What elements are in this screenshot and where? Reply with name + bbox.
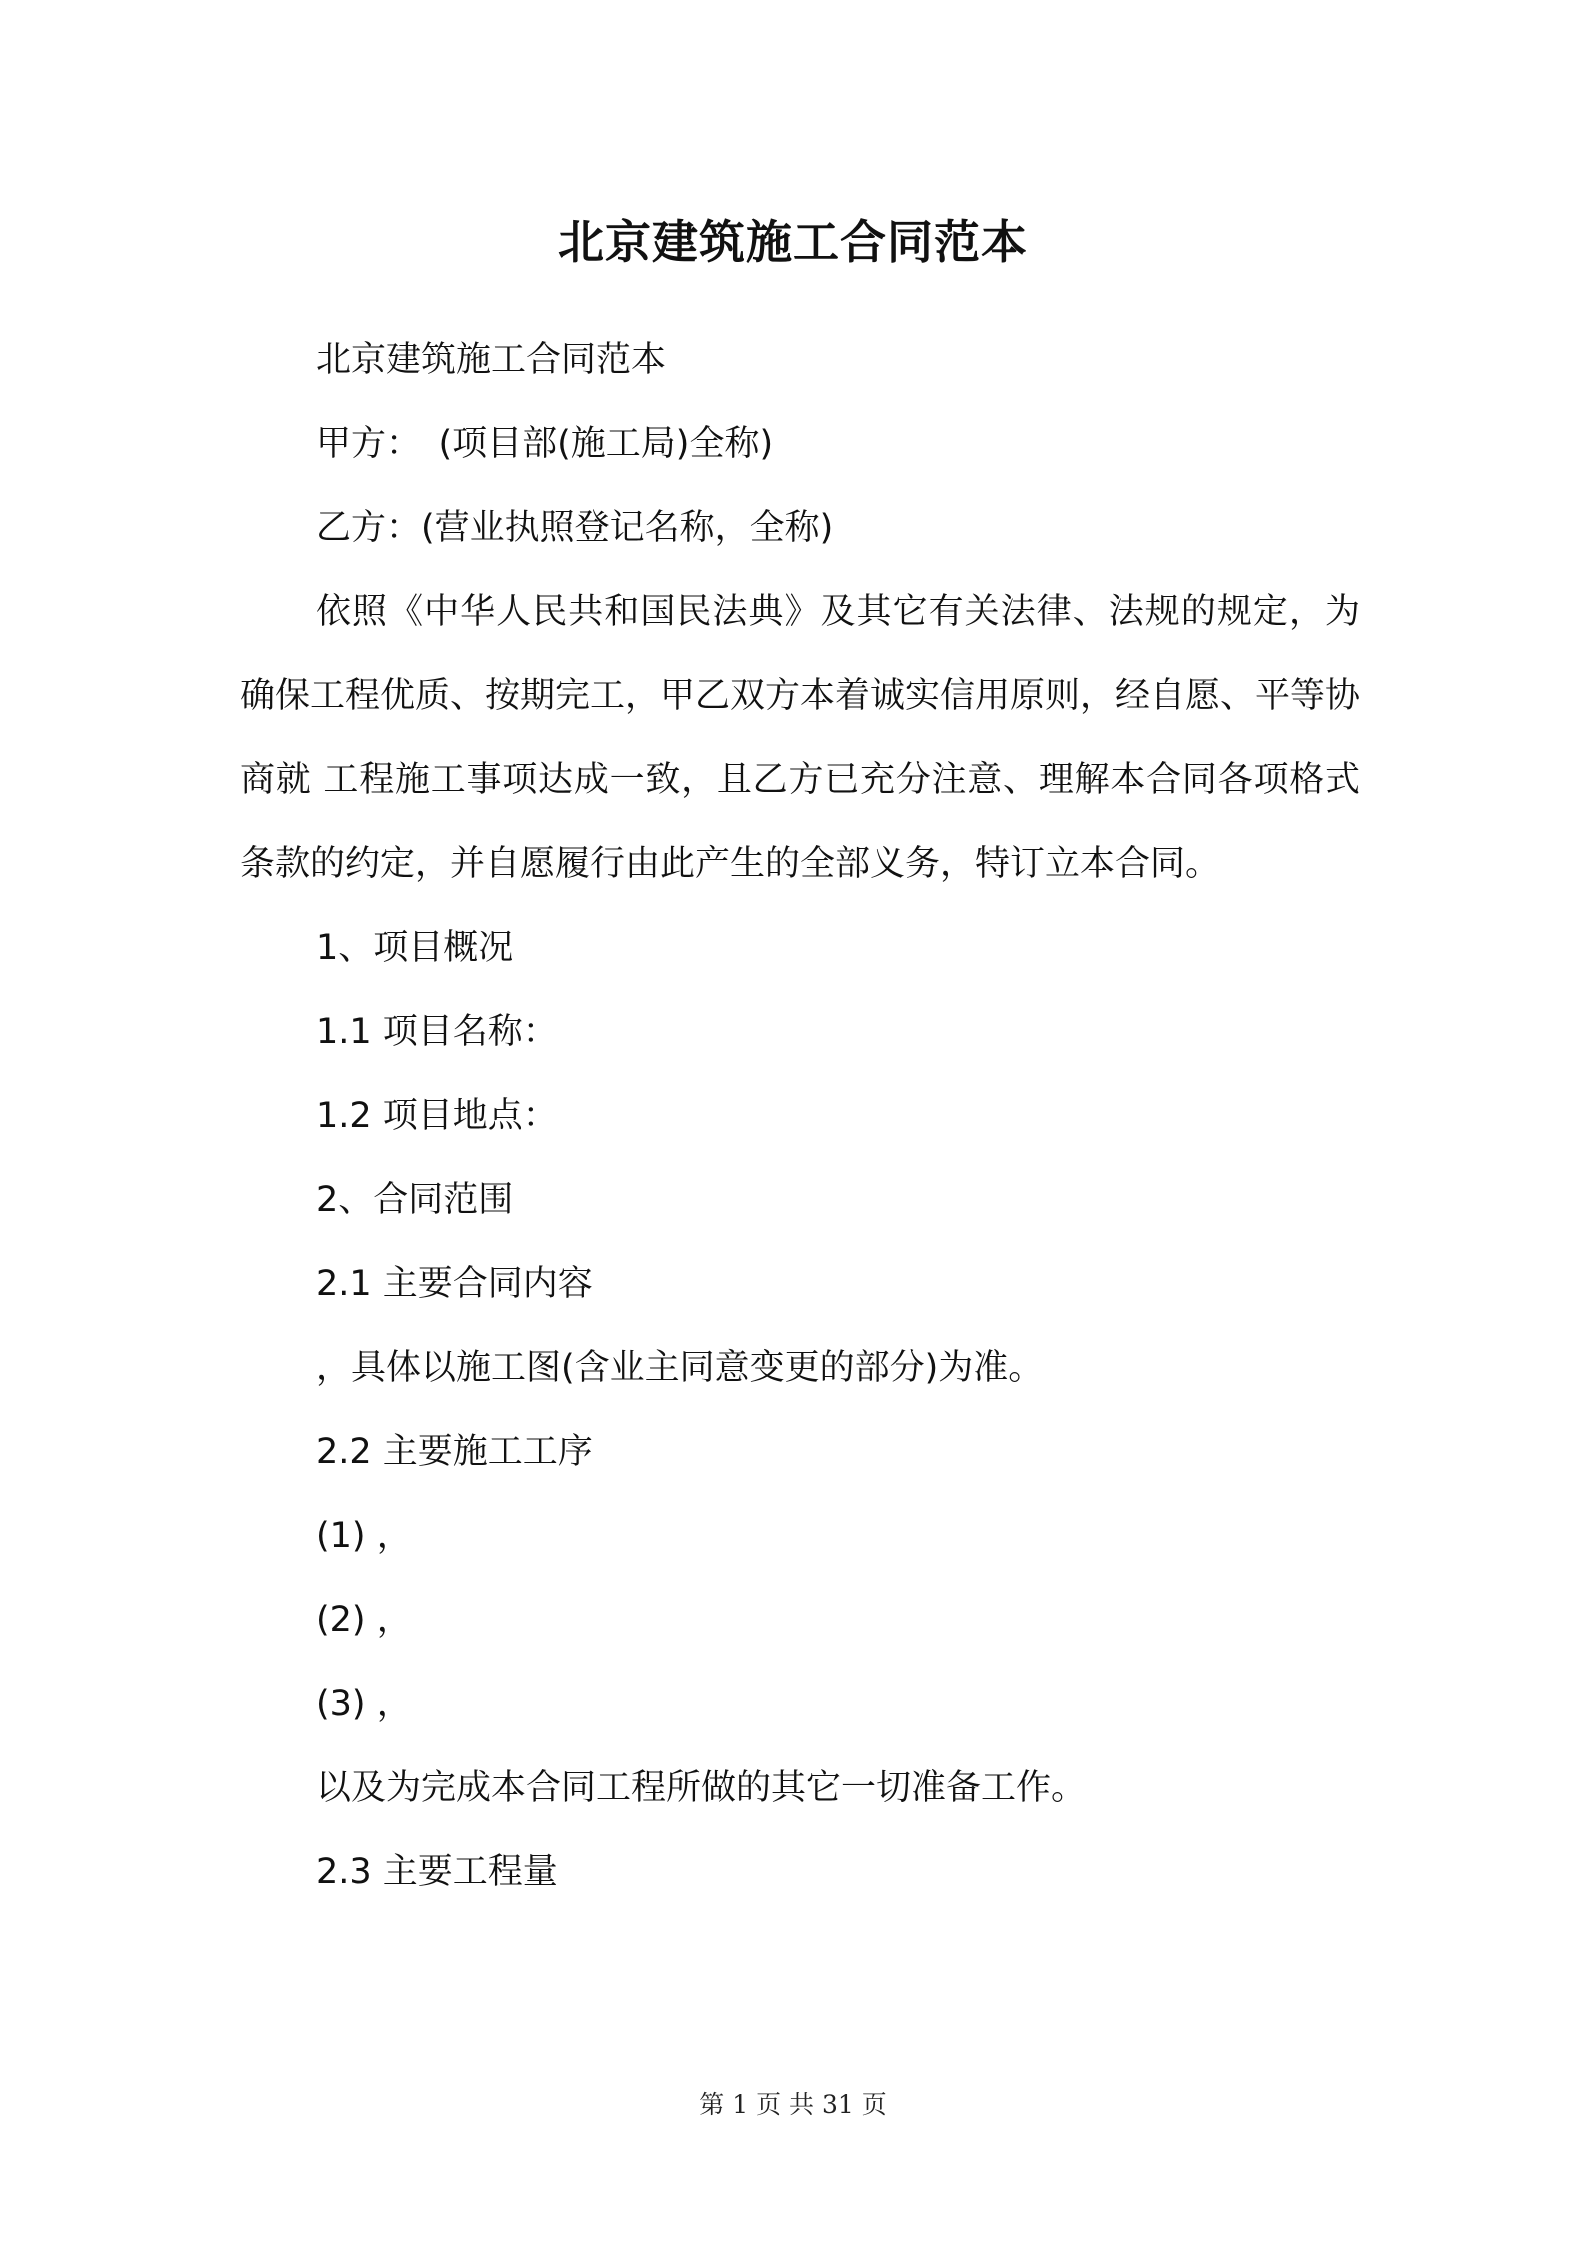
page-footer: 第 1 页 共 31 页 [699, 2090, 887, 2119]
document-title: 北京建筑施工合同范本 [558, 215, 1028, 269]
process-other: 以及为完成本合同工程所做的其它一切准备工作。 [316, 1768, 1087, 1808]
paragraph-heading: 北京建筑施工合同范本 [316, 340, 667, 380]
paragraph-party-b: 乙方：(营业执照登记名称，全称) [316, 508, 834, 548]
process-step-3: (3) ， [316, 1684, 412, 1724]
section-2-heading: 2、合同范围 [316, 1180, 514, 1220]
item-1-2: 1.2 项目地点： [316, 1096, 558, 1136]
item-2-1: 2.1 主要合同内容 [316, 1264, 593, 1304]
item-1-1: 1.1 项目名称： [316, 1012, 558, 1052]
item-2-3: 2.3 主要工程量 [316, 1852, 558, 1892]
document-body [240, 318, 1360, 1914]
paragraph-preamble: 依照《中华人民共和国民法典》及其它有关法律、法规的规定，为确保工程优质、按期完工，甲乙双方本着诚实信用原则，经自愿、平等协商就 工程施工事项达成一致，且乙方已充分注意、理解本合同各项格式条款的约定，并自愿履行由此产生的全部义务，特订立本合同。 [240, 592, 1361, 884]
item-2-1-detail: ，具体以施工图(含业主同意变更的部分)为准。 [316, 1348, 1044, 1388]
paragraph-party-a: 甲方： (项目部(施工局)全称) [316, 424, 774, 464]
item-2-2: 2.2 主要施工工序 [316, 1432, 593, 1472]
section-1-heading: 1、项目概况 [316, 928, 514, 968]
process-step-1: (1) ， [316, 1516, 412, 1556]
process-step-2: (2) ， [316, 1600, 412, 1640]
